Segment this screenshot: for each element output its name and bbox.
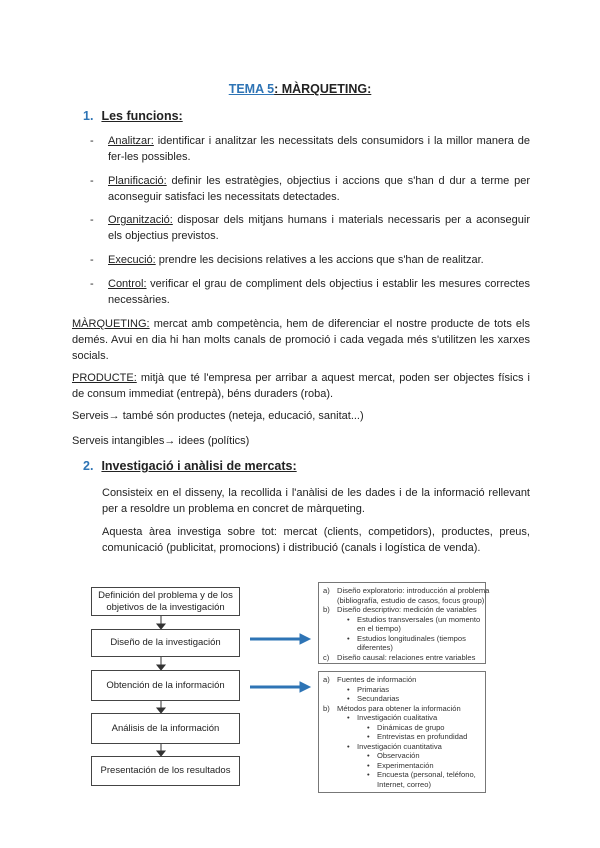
serveis-intangibles-line: Serveis intangibles→ idees (polítics) xyxy=(72,435,250,447)
link-arrow-head xyxy=(300,682,310,692)
information-panel: a) Fuentes de información • Primarias • Secundarias b) Métodos para obtener la información • Investigación cualitativa • Dinámicas de grupo • Entrevistas en profundidad • Investigación cuantitativa • Observación • Experimentación • Encuesta (personal, teléfono, Internet, correo) xyxy=(318,671,486,793)
marqueting-text: mercat amb competència, hem de diferenciar el nostre producte de tots els demés. Avui en dia hi han molts canals de promoció i cada vegada més s'utilitzen les xarxes socials. xyxy=(72,318,530,362)
serveis-line: Serveis→ també són productes (neteja, educació, sanitat...) xyxy=(72,410,364,422)
function-item: - Control: verificar el grau de compliment dels objectius i establir les mesures correctes necessàries. xyxy=(90,278,530,306)
panel-line: Diseño causal: relaciones entre variables xyxy=(337,652,476,662)
function-text: disposar dels mitjans humans i materials necessaris per a aconseguir els objectius previstos. xyxy=(108,214,530,242)
producte-term: PRODUCTE: xyxy=(72,372,137,384)
section-1-number: 1. xyxy=(83,109,94,123)
section-2-number: 2. xyxy=(83,459,94,473)
step-box: Definición del problema y de los objetivos de la investigación xyxy=(91,587,240,616)
step-box: Análisis de la información xyxy=(91,713,240,744)
panel-line: Primarias xyxy=(357,684,390,694)
function-term: Organització: xyxy=(108,214,173,226)
section-1-label: Les funcions: xyxy=(101,109,183,123)
panel-line: Internet, correo) xyxy=(377,779,432,789)
panel-line: Dinámicas de grupo xyxy=(377,722,445,732)
function-text: identificar i analitzar les necessitats dels consumidors i la millor manera de fer-les possibles. xyxy=(108,135,530,163)
design-panel: a) Diseño exploratorio: introducción al problema (bibliografía, estudio de casos, focus group) b) Diseño descriptivo: medición de variables • Estudios transversales (un momento en el tiempo) • Estudios longitudinales (tiempos diferentes) c) Diseño causal: relaciones entre variables xyxy=(318,582,486,664)
function-term: Execució: xyxy=(108,254,156,266)
section-2-paragraph: Consisteix en el disseny, la recollida i l'anàlisi de les dades i de la informació rellevant per a resoldre un problema en concret de màrqueting. xyxy=(102,487,530,515)
function-item: - Execució: prendre les decisions relatives a les accions que s'han de realitzar. xyxy=(90,254,484,266)
panel-line: Investigación cuantitativa xyxy=(357,741,442,751)
step-box: Obtención de la información xyxy=(91,670,240,701)
function-term: Control: xyxy=(108,278,147,290)
panel-line: Estudios transversales (un momento xyxy=(357,614,481,624)
function-item: - Organització: disposar dels mitjans humans i materials necessaris per a aconseguir els objectius previstos. xyxy=(90,214,530,242)
producte-text: mitjà que té l'empresa per arribar a aquest mercat, poden ser objectes físics i de consum immediat (entrepà), béns duraders (roba). xyxy=(72,372,530,400)
panel-line: Estudios longitudinales (tiempos xyxy=(357,633,466,643)
panel-line: Investigación cualitativa xyxy=(357,713,438,722)
panel-line: Observación xyxy=(377,751,420,760)
function-term: Planificació: xyxy=(108,175,167,187)
panel-line: Secundarias xyxy=(357,694,400,703)
panel-line: Diseño descriptivo: medición de variables xyxy=(337,605,477,614)
function-text: verificar el grau de compliment dels objectius i establir les mesures correctes necessàries. xyxy=(108,278,530,306)
link-arrow-head xyxy=(300,634,310,644)
panel-line: Encuesta (personal, teléfono, xyxy=(377,770,476,779)
title-topic: TEMA 5 xyxy=(228,82,275,96)
function-item: - Planificació: definir les estratègies, objectius i accions que s'han d dur a terme per aconseguir satisfaci les necessitats detectades. xyxy=(90,175,530,203)
step-box: Diseño de la investigación xyxy=(91,629,240,657)
function-text: definir les estratègies, objectius i accions que s'han d dur a terme per aconseguir satisfaci les necessitats detectades. xyxy=(108,175,530,203)
panel-line: Entrevistas en profundidad xyxy=(377,732,468,741)
step-box: Presentación de los resultados xyxy=(91,756,240,786)
marqueting-term: MÀRQUETING: xyxy=(72,318,150,330)
panel-line: en el tiempo) xyxy=(357,624,401,633)
section-2-label: Investigació i anàlisi de mercats: xyxy=(101,459,297,473)
section-2-paragraph: Aquesta àrea investiga sobre tot: mercat (clients, competidors), productes, preus, comunicació (publicitat, promocions) i distribució (canals i logística de venda). xyxy=(102,526,530,554)
title-text: : MÀRQUETING: xyxy=(274,82,372,96)
function-text: prendre les decisions relatives a les accions que s'han de realitzar. xyxy=(155,254,484,266)
function-term: Analitzar: xyxy=(108,135,154,147)
panel-line: Métodos para obtener la información xyxy=(337,703,461,713)
function-item: - Analitzar: identificar i analitzar les necessitats dels consumidors i la millor manera de fer-les possibles. xyxy=(90,135,530,163)
panel-line: Diseño exploratorio: introducción al problema xyxy=(337,586,490,595)
panel-line: Experimentación xyxy=(377,760,434,770)
panel-line: (bibliografía, estudio de casos, focus group) xyxy=(337,595,485,605)
panel-line: Fuentes de información xyxy=(337,675,417,684)
panel-line: diferentes) xyxy=(357,643,393,652)
